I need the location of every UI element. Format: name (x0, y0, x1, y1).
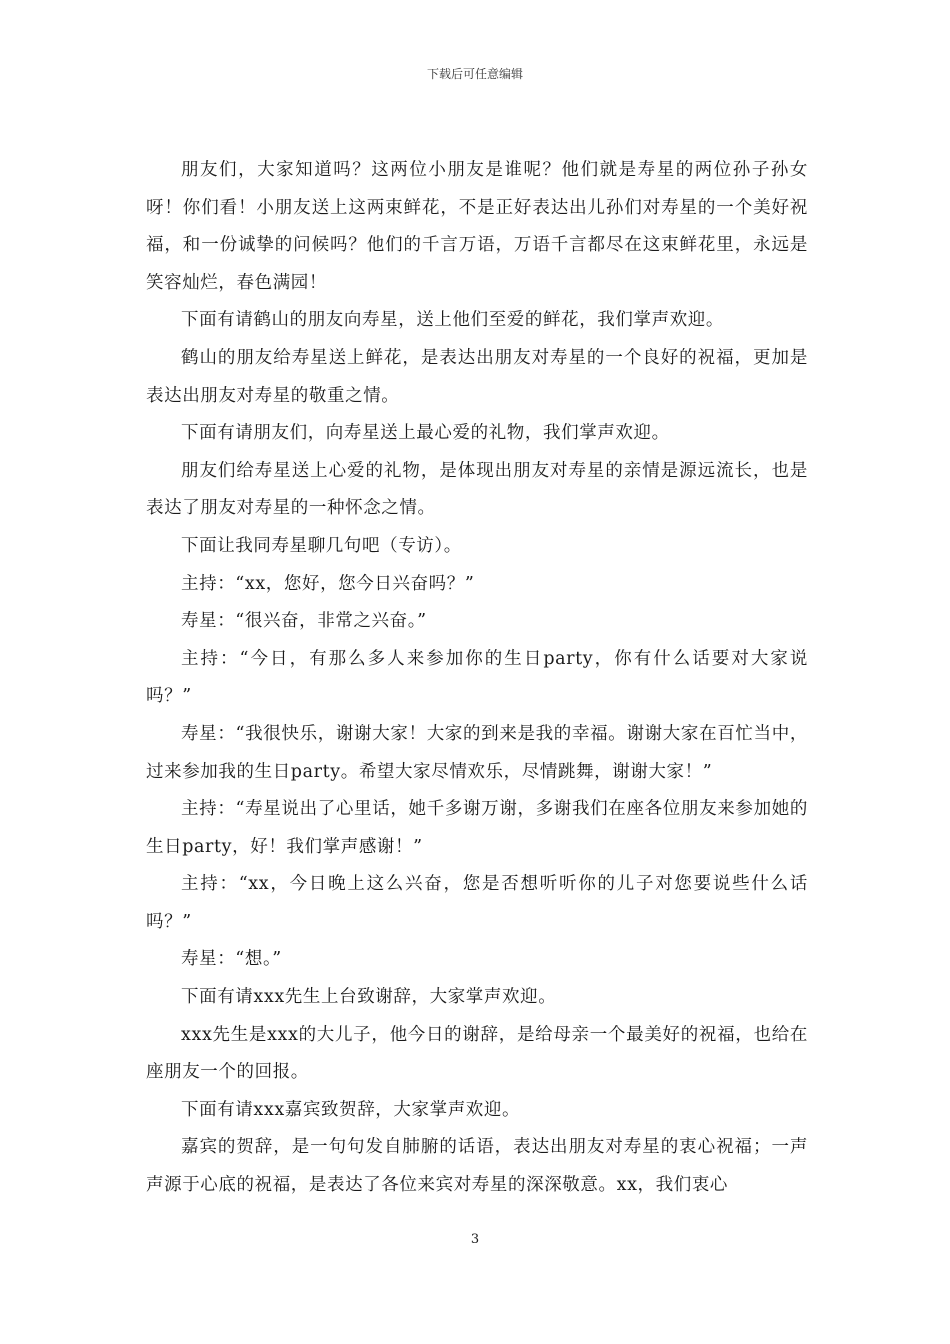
dialogue-line-host: 主持：“xx，您好，您今日兴奋吗？” (181, 573, 475, 594)
document-body (146, 152, 808, 1205)
paragraph: 下面有请鹤山的朋友向寿星，送上他们至爱的鲜花，我们掌声欢迎。 (181, 310, 724, 331)
paragraph: 下面让我同寿星聊几句吧（专访）。 (181, 535, 462, 556)
paragraph: 下面有请朋友们，向寿星送上最心爱的礼物，我们掌声欢迎。 (181, 423, 670, 444)
paragraph: 下面有请xxx先生上台致谢辞，大家掌声欢迎。 (181, 987, 557, 1008)
paragraph: 嘉宾的贺辞，是一句句发自肺腑的话语，表达出朋友对寿星的衷心祝福；一声声源于心底的祝福，是表达了各位来宾对寿星的深深敬意。xx，我们衷心 (146, 1137, 808, 1196)
page-number: 3 (470, 1232, 480, 1247)
paragraph: 鹤山的朋友给寿星送上鲜花，是表达出朋友对寿星的一个良好的祝福，更加是表达出朋友对寿星的敬重之情。 (146, 347, 808, 406)
dialogue-line-host: 主持：“寿星说出了心里话，她千多谢万谢，多谢我们在座各位朋友来参加她的生日party，好！我们掌声感谢！” (146, 799, 808, 857)
dialogue-line-guest: 寿星：“我很快乐，谢谢大家！大家的到来是我的幸福。谢谢大家在百忙当中，过来参加我的生日party。希望大家尽情欢乐，尽情跳舞，谢谢大家！” (146, 723, 808, 782)
dialogue-line-host: 主持：“xx，今日晚上这么兴奋，您是否想听听你的儿子对您要说些什么话吗？” (146, 874, 808, 932)
paragraph: 朋友们给寿星送上心爱的礼物，是体现出朋友对寿星的亲情是源远流长，也是表达了朋友对寿星的一种怀念之情。 (146, 460, 808, 519)
paragraph: 下面有请xxx嘉宾致贺辞，大家掌声欢迎。 (181, 1099, 521, 1120)
dialogue-line-guest: 寿星：“想。” (181, 949, 282, 970)
dialogue-line-host: 主持：“今日，有那么多人来参加你的生日party，你有什么话要对大家说吗？” (146, 648, 808, 707)
paragraph: xxx先生是xxx的大儿子，他今日的谢辞，是给母亲一个最美好的祝福，也给在座朋友一个的回报。 (146, 1024, 808, 1083)
page-header: 下载后可任意编辑 (426, 67, 523, 81)
paragraph: 朋友们，大家知道吗？这两位小朋友是谁呢？他们就是寿星的两位孙子孙女呀！你们看！小朋友送上这两束鲜花，不是正好表达出儿孙们对寿星的一个美好祝福，和一份诚挚的问候吗？他们的千言万语，万语千言都尽在这束鲜花里，永远是笑容灿烂，春色满园！ (146, 160, 808, 293)
dialogue-line-guest: 寿星：“很兴奋，非常之兴奋。” (181, 611, 427, 632)
